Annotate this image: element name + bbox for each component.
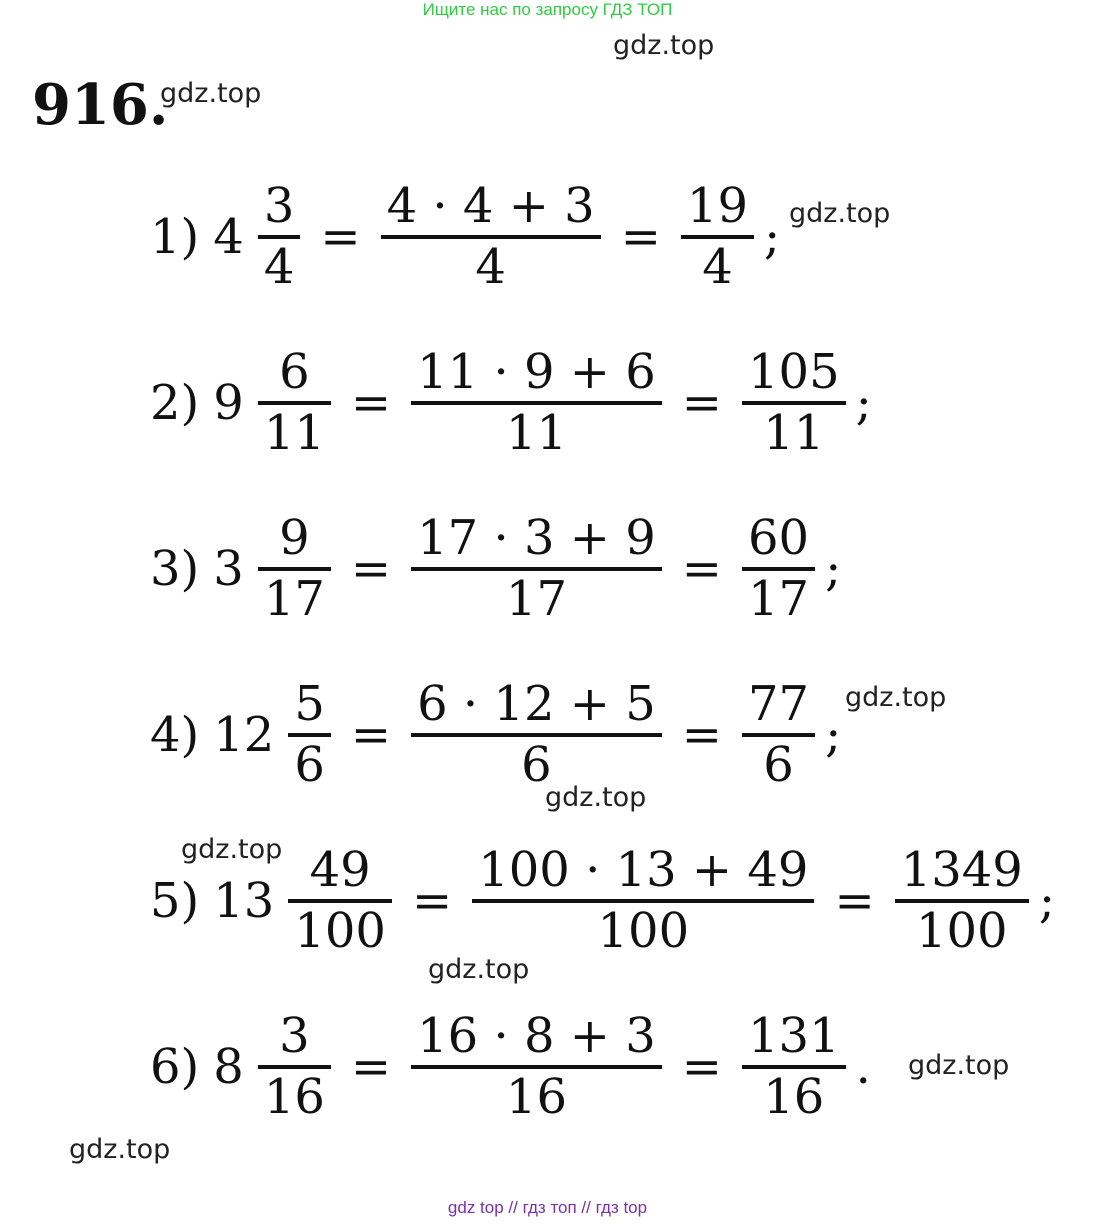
denominator: 11 — [505, 404, 567, 461]
punctuation: ; — [825, 540, 842, 597]
mixed-fraction — [254, 344, 335, 461]
equals-sign: = — [350, 374, 392, 431]
mixed-fraction — [254, 1008, 335, 1125]
numerator: 6 — [279, 344, 310, 400]
equals-sign: = — [320, 208, 361, 265]
conversion-fraction — [407, 676, 666, 793]
denominator: 16 — [263, 1068, 325, 1125]
mixed-fraction — [284, 842, 396, 959]
numerator: 5 — [294, 676, 325, 732]
equation-5 — [150, 842, 1055, 959]
equals-sign: = — [681, 1038, 722, 1095]
footer-links[interactable]: gdz top // гдз топ // гдз top — [447, 1198, 648, 1217]
denominator: 100 — [915, 902, 1008, 959]
equals-sign: = — [620, 208, 661, 265]
equals-sign: = — [834, 872, 875, 929]
punctuation: ; — [1038, 872, 1056, 929]
numerator: 16 · 8 + 3 — [417, 1008, 656, 1064]
result-fraction — [738, 676, 819, 793]
whole-part: 12 — [213, 706, 275, 763]
numerator: 19 — [686, 178, 748, 234]
numerator: 17 · 3 + 9 — [417, 510, 656, 566]
equation-label: 2) — [150, 374, 200, 431]
denominator: 4 — [475, 238, 506, 295]
result-fraction — [677, 178, 758, 295]
equation-3 — [150, 510, 841, 627]
punctuation: ; — [764, 208, 781, 265]
watermark: gdz.top — [428, 954, 530, 985]
mixed-fraction — [284, 676, 335, 793]
numerator: 3 — [263, 178, 295, 234]
whole-part: 8 — [213, 1038, 244, 1095]
denominator: 4 — [702, 238, 733, 295]
result-fraction — [738, 344, 850, 461]
numerator: 77 — [748, 676, 810, 732]
equation-1 — [150, 178, 780, 295]
denominator: 4 — [263, 238, 295, 295]
numerator: 131 — [748, 1008, 840, 1064]
denominator: 16 — [505, 1068, 567, 1125]
denominator: 11 — [763, 404, 825, 461]
denominator: 6 — [521, 736, 552, 793]
equation-label: 6) — [150, 1038, 200, 1095]
equals-sign: = — [681, 706, 722, 763]
equals-sign: = — [411, 872, 453, 929]
equation-label: 4) — [150, 706, 200, 763]
denominator: 11 — [263, 404, 325, 461]
conversion-fraction — [407, 344, 666, 461]
denominator: 17 — [263, 570, 325, 627]
punctuation: . — [855, 1038, 871, 1095]
denominator: 100 — [597, 902, 690, 959]
numerator: 105 — [748, 344, 840, 400]
watermark: gdz.top — [908, 1050, 1010, 1081]
numerator: 11 · 9 + 6 — [417, 344, 656, 400]
denominator: 16 — [763, 1068, 825, 1125]
numerator: 6 · 12 + 5 — [417, 676, 656, 732]
task-number: 916. — [32, 72, 169, 138]
watermark: gdz.top — [160, 78, 262, 109]
conversion-fraction — [468, 842, 818, 959]
conversion-fraction — [407, 1008, 666, 1125]
watermark: gdz.top — [845, 682, 947, 713]
equation-6 — [150, 1008, 871, 1125]
numerator: 100 · 13 + 49 — [478, 842, 809, 898]
watermark: gdz.top — [69, 1134, 171, 1165]
denominator: 17 — [505, 570, 567, 627]
equation-label: 1) — [150, 208, 200, 265]
denominator: 6 — [294, 736, 325, 793]
mixed-fraction — [254, 178, 305, 295]
result-fraction — [891, 842, 1033, 959]
conversion-fraction — [377, 178, 605, 295]
numerator: 4 · 4 + 3 — [386, 178, 595, 234]
watermark: gdz.top — [181, 834, 283, 865]
whole-part: 13 — [213, 872, 275, 929]
punctuation: ; — [825, 706, 842, 763]
equals-sign: = — [681, 540, 722, 597]
numerator: 60 — [748, 510, 810, 566]
mixed-fraction — [254, 510, 335, 627]
result-fraction — [738, 1008, 850, 1125]
whole-part: 9 — [213, 374, 244, 431]
equation-4 — [150, 676, 841, 793]
watermark: gdz.top — [789, 198, 891, 229]
equals-sign: = — [350, 1038, 392, 1095]
denominator: 17 — [748, 570, 810, 627]
conversion-fraction — [407, 510, 666, 627]
equation-label: 5) — [150, 872, 200, 929]
numerator: 3 — [279, 1008, 310, 1064]
top-banner[interactable]: Ищите нас по запросу ГДЗ ТОП — [422, 0, 673, 19]
denominator: 6 — [763, 736, 794, 793]
numerator: 1349 — [900, 842, 1023, 898]
equation-label: 3) — [150, 540, 200, 597]
equals-sign: = — [681, 374, 722, 431]
denominator: 100 — [294, 902, 386, 959]
numerator: 49 — [309, 842, 371, 898]
watermark: gdz.top — [545, 782, 647, 813]
result-fraction — [738, 510, 819, 627]
whole-part: 3 — [213, 540, 244, 597]
equals-sign: = — [350, 540, 392, 597]
numerator: 9 — [279, 510, 310, 566]
punctuation: ; — [855, 374, 872, 431]
equation-2 — [150, 344, 872, 461]
equals-sign: = — [350, 706, 392, 763]
watermark: gdz.top — [613, 30, 715, 61]
whole-part: 4 — [213, 208, 244, 265]
